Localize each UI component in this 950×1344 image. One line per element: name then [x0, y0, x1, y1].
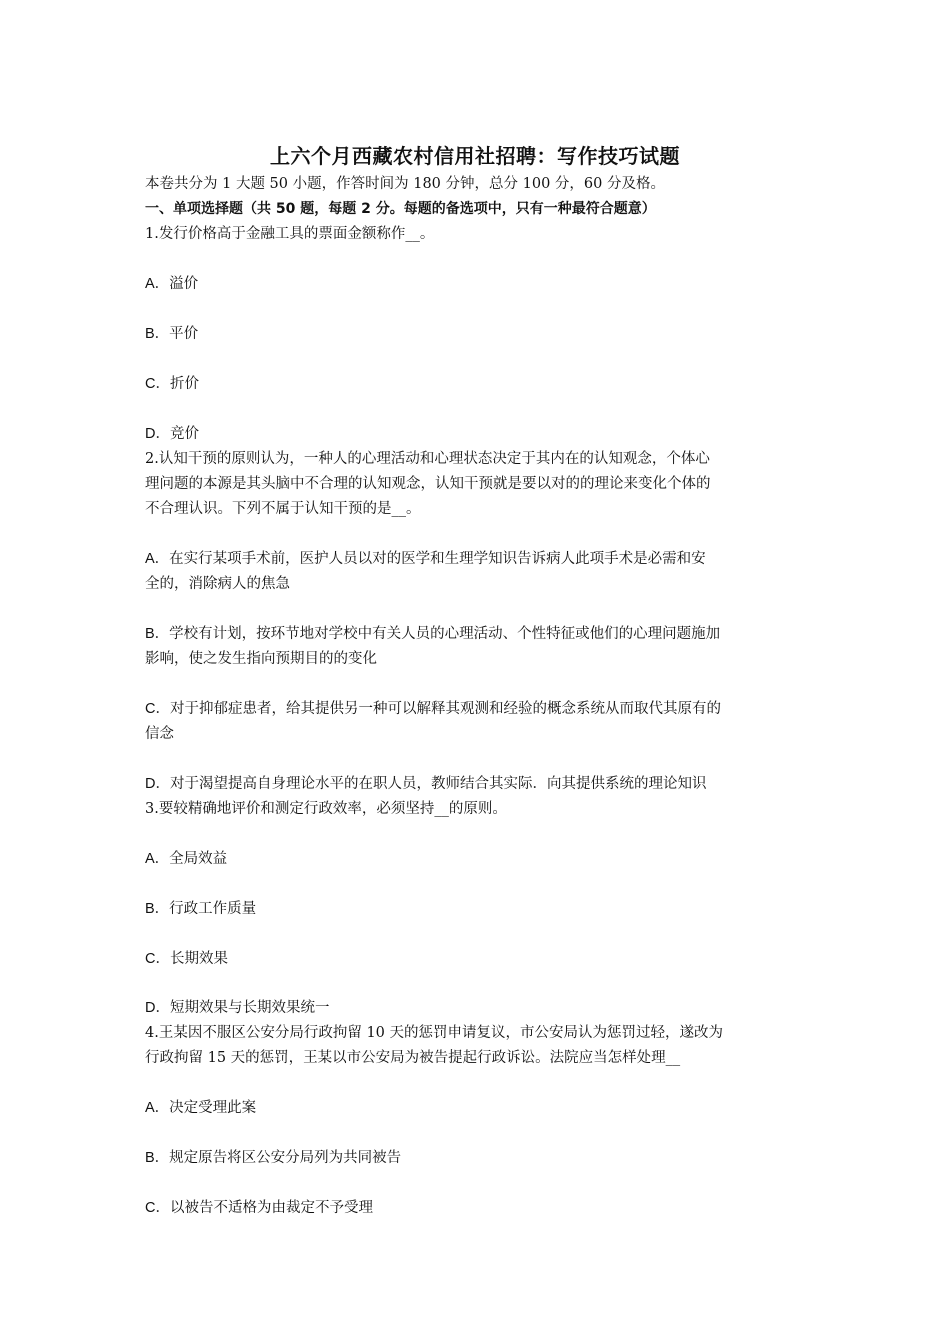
question-1-option-b: B．平价 — [145, 326, 199, 342]
document-title: 上六个月西藏农村信用社招聘：写作技巧试题 — [270, 144, 680, 168]
question-3-option-d: D．短期效果与长期效果统一 — [145, 1000, 330, 1016]
question-3-option-b: B．行政工作质量 — [145, 901, 257, 917]
question-1-option-a: A．溢价 — [145, 276, 199, 292]
question-2-option-c-line-2: 信念 — [145, 726, 174, 742]
question-1-option-c: C．折价 — [145, 376, 199, 392]
exam-intro: 本卷共分为 1 大题 50 小题，作答时间为 180 分钟，总分 100 分，60 分及格。 — [145, 176, 665, 192]
question-4-option-c: C．以被告不适格为由裁定不予受理 — [145, 1200, 373, 1216]
question-4-stem-line-1: 4.王某因不服区公安分局行政拘留 10 天的惩罚申请复议，市公安局认为惩罚过轻，遂改为 — [145, 1025, 723, 1041]
question-4-option-b: B．规定原告将区公安分局列为共同被告 — [145, 1150, 402, 1166]
question-2-option-d: D．对于渴望提高自身理论水平的在职人员，教师结合其实际．向其提供系统的理论知识 — [145, 776, 707, 792]
question-2-option-b-line-2: 影响，使之发生指向预期目的的变化 — [145, 651, 377, 667]
question-2-option-c-line-1: C．对于抑郁症患者，给其提供另一种可以解释其观测和经验的概念系统从而取代其原有的 — [145, 701, 721, 717]
question-2-option-b-line-1: B．学校有计划，按环节地对学校中有关人员的心理活动、个性特征或他们的心理问题施加 — [145, 626, 721, 642]
question-2-option-a-line-1: A．在实行某项手术前，医护人员以对的医学和生理学知识告诉病人此项手术是必需和安 — [145, 551, 706, 567]
question-2-option-a-line-2: 全的，消除病人的焦急 — [145, 576, 290, 592]
question-3-option-c: C．长期效果 — [145, 951, 228, 967]
question-2-stem-line-2: 理问题的本源是其头脑中不合理的认知观念，认知干预就是要以对的的理论来变化个体的 — [145, 476, 711, 492]
question-3-option-a: A．全局效益 — [145, 851, 228, 867]
question-2-stem-line-1: 2.认知干预的原则认为，一种人的心理活动和心理状态决定于其内在的认知观念，个体心 — [145, 451, 710, 467]
question-3-stem: 3.要较精确地评价和测定行政效率，必须坚持__的原则。 — [145, 801, 507, 817]
question-1-stem: 1.发行价格高于金融工具的票面金额称作__。 — [145, 226, 435, 242]
section-heading: 一、单项选择题（共 50 题，每题 2 分。每题的备选项中，只有一种最符合题意） — [145, 201, 656, 217]
question-4-option-a: A．决定受理此案 — [145, 1100, 257, 1116]
question-4-stem-line-2: 行政拘留 15 天的惩罚，王某以市公安局为被告提起行政诉讼。法院应当怎样处理__ — [145, 1050, 681, 1066]
question-2-stem-line-3: 不合理认识。下列不属于认知干预的是__。 — [145, 501, 421, 517]
question-1-option-d: D．竞价 — [145, 426, 199, 442]
